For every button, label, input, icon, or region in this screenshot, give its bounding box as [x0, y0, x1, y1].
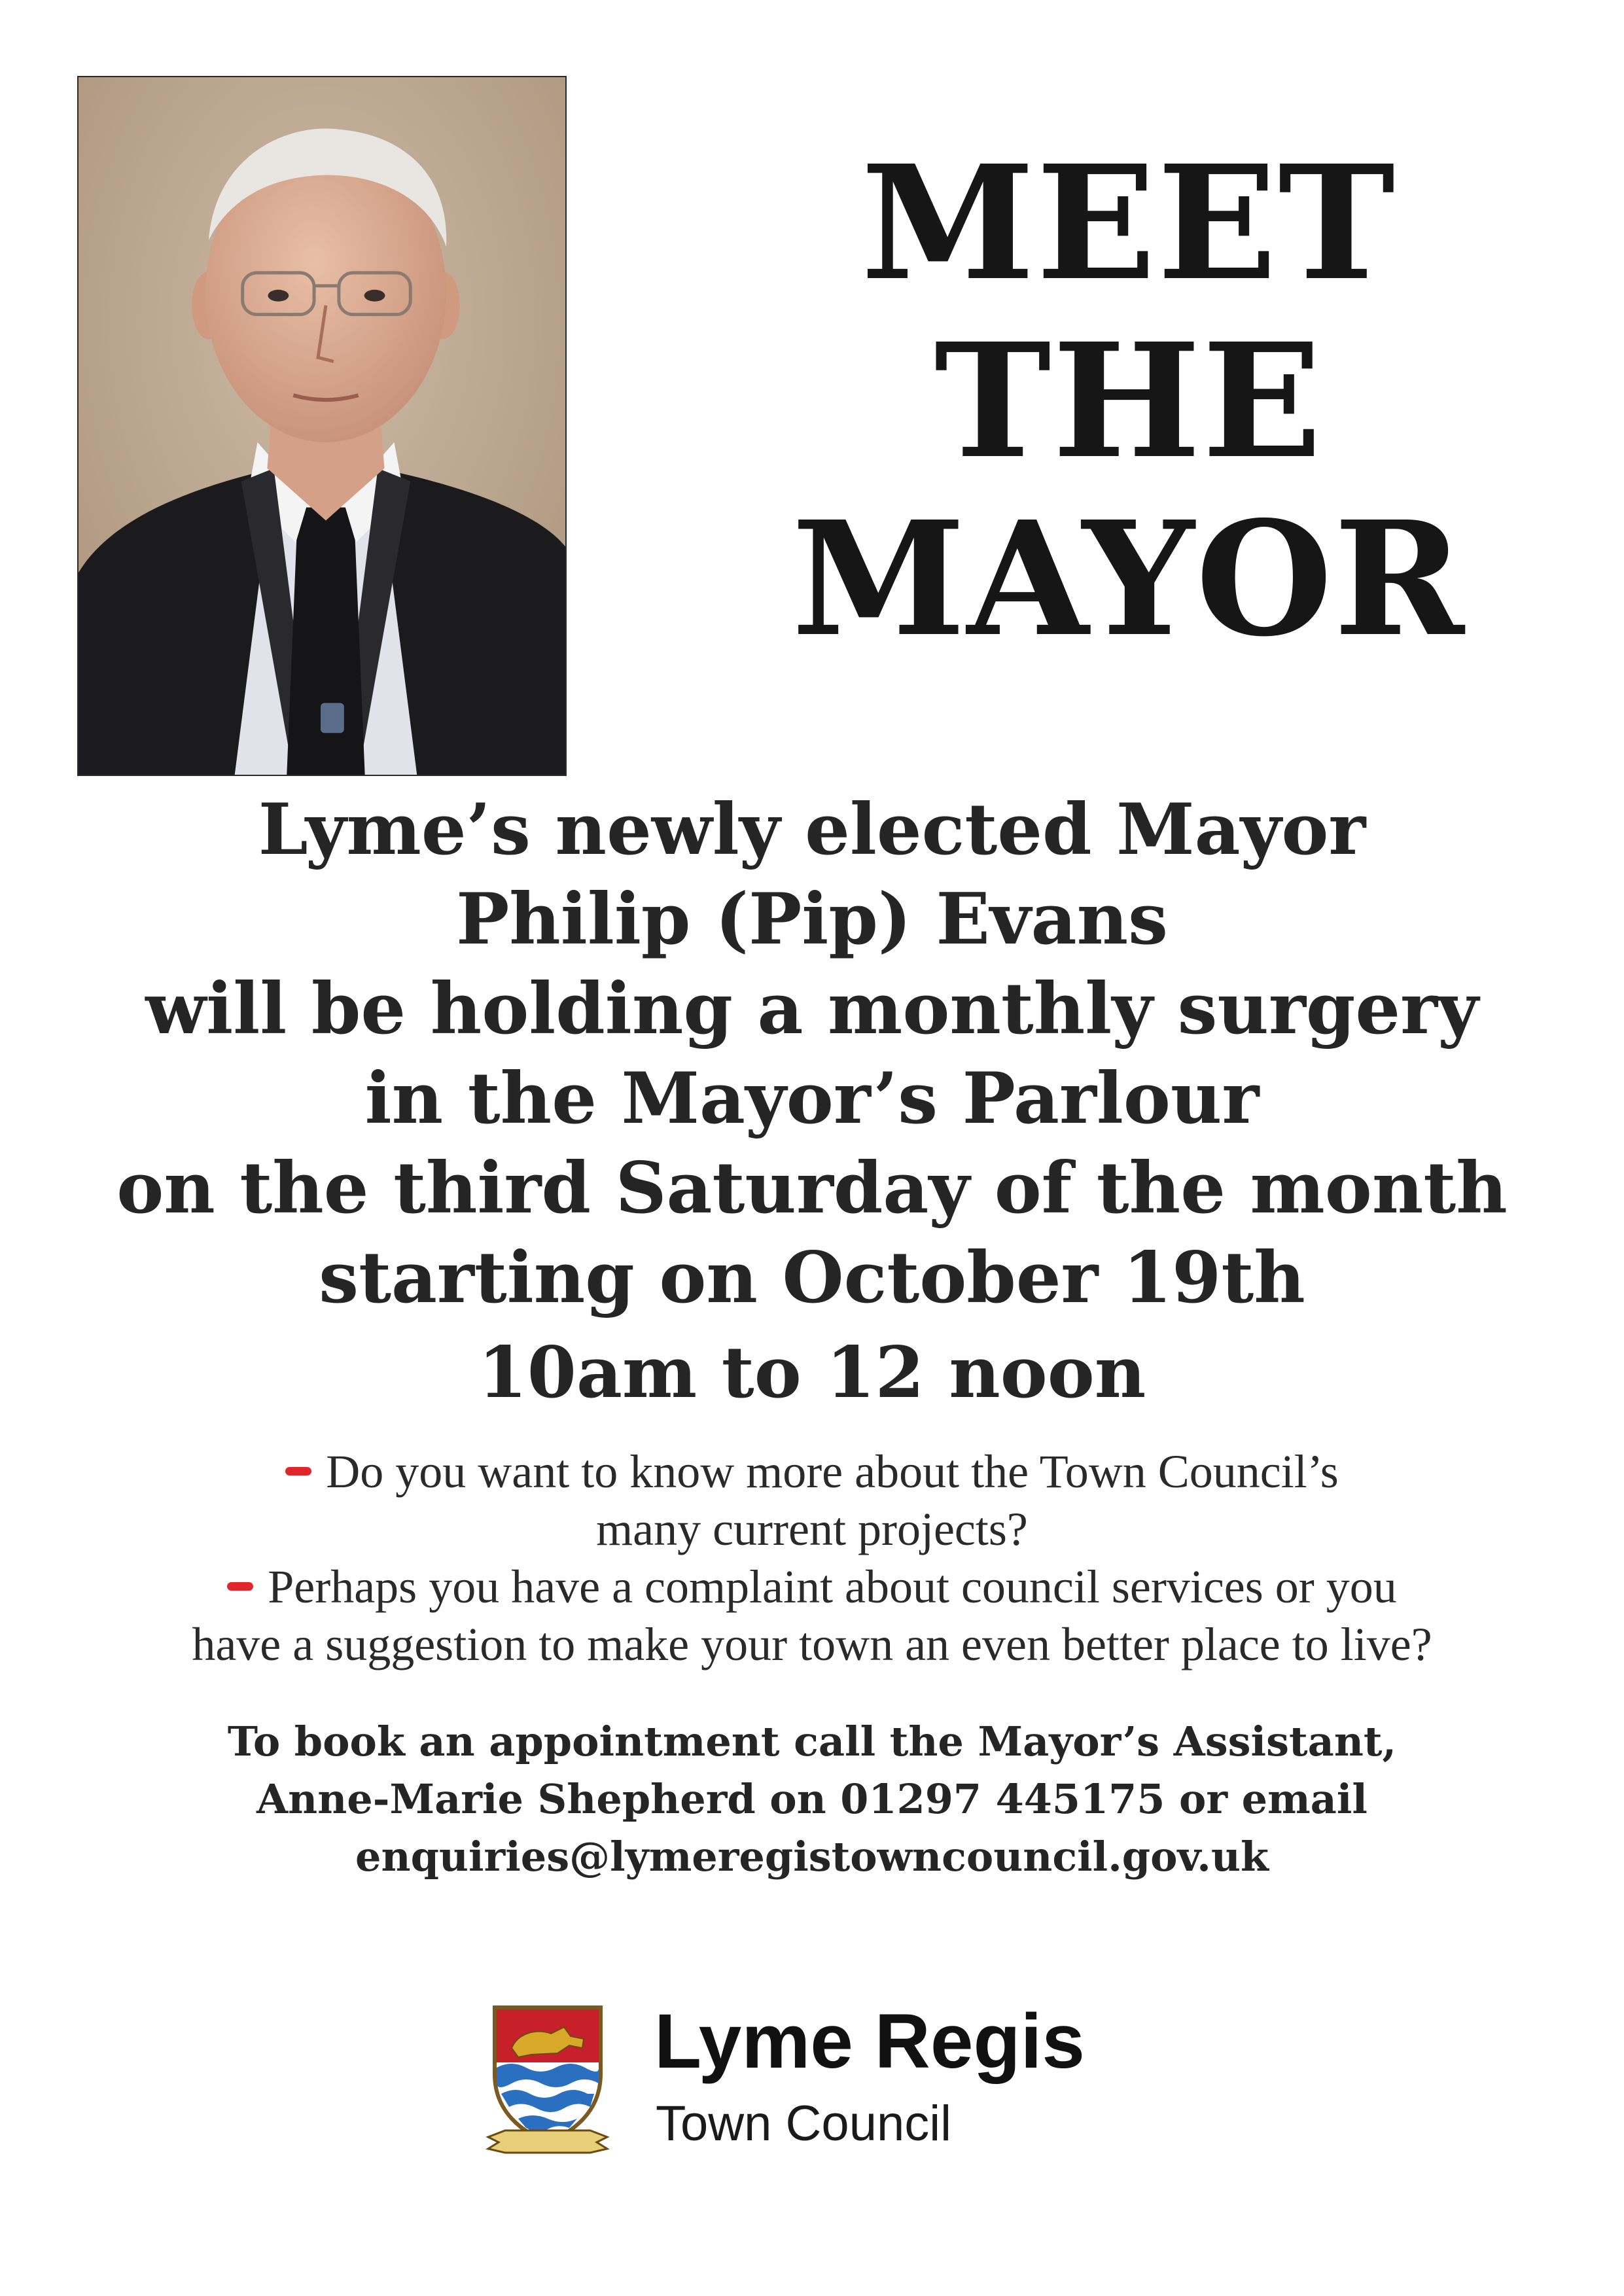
question-1	[0, 1443, 1624, 1500]
announcement-time: 10am to 12 noon	[478, 1332, 1146, 1414]
announcement-line: in the Mayor’s Parlour	[364, 1057, 1260, 1140]
announcement-line: on the third Saturday of the month	[116, 1147, 1508, 1229]
bullet-icon	[227, 1582, 253, 1591]
announcement-line: Philip (Pip) Evans	[456, 878, 1168, 961]
question-text: Perhaps you have a complaint about council services or you	[268, 1561, 1397, 1613]
council-subtitle: Town Council	[656, 2096, 951, 2151]
announcement-line: will be holding a monthly surgery	[145, 968, 1479, 1050]
announcement	[0, 785, 1624, 1418]
council-name: Lyme Regis	[654, 1998, 1085, 2085]
announcement-line: starting on October 19th	[319, 1237, 1305, 1319]
booking-info	[0, 1713, 1624, 1886]
announcement-line: Lyme’s newly elected Mayor	[258, 788, 1366, 871]
headline-line: MEET	[860, 131, 1397, 315]
booking-line: To book an appointment call the Mayor’s Assistant,	[227, 1718, 1397, 1765]
question-text: Do you want to know more about the Town Council’s	[326, 1445, 1339, 1498]
booking-email: enquiries@lymeregistowncouncil.gov.uk	[355, 1833, 1269, 1881]
mayor-portrait	[77, 76, 567, 776]
headline-line: THE	[934, 309, 1324, 493]
coat-of-arms-icon	[485, 2002, 610, 2157]
headline-line: MAYOR	[792, 487, 1466, 671]
questions	[0, 1443, 1624, 1673]
question-text: have a suggestion to make your town an even better place to live?	[192, 1618, 1432, 1670]
question-text: many current projects?	[596, 1503, 1028, 1555]
bullet-icon	[285, 1467, 311, 1475]
booking-line: Anne-Marie Shepherd on 01297 445175 or email	[256, 1775, 1368, 1823]
headline	[707, 131, 1551, 671]
question-2	[0, 1558, 1624, 1616]
portrait-illustration	[79, 77, 565, 775]
